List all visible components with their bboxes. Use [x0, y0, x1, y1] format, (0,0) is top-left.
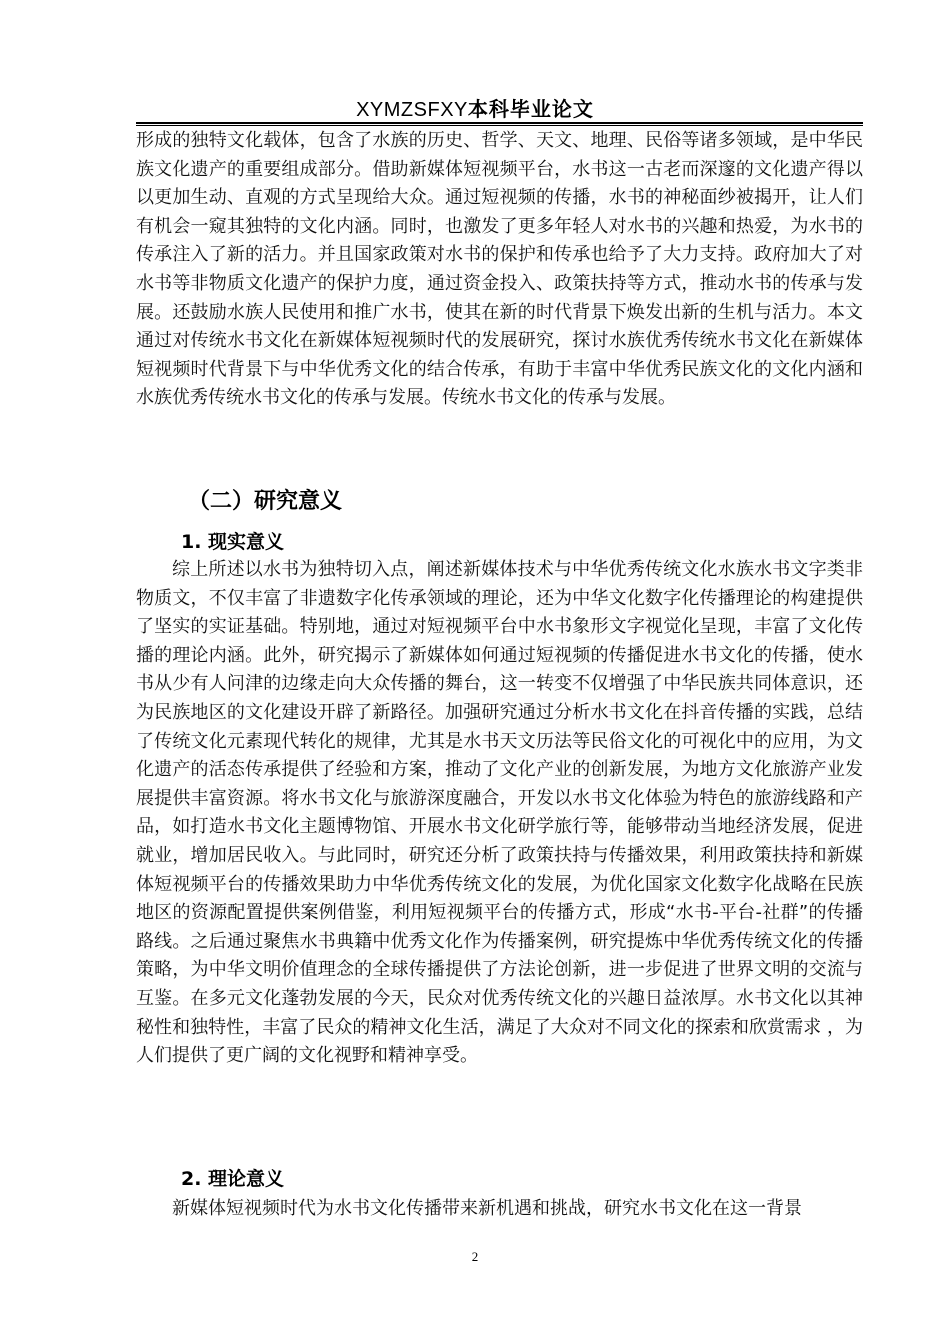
running-header — [0, 93, 950, 122]
header-school-code: XYMZSFXY — [356, 99, 468, 121]
paragraph-continued: 形成的独特文化载体，包含了水族的历史、哲学、天文、地理、民俗等诸多领域，是中华民族文化遗产的重要组成部分。借助新媒体短视频平台，水书这一古老而深邃的文化遗产得以以更加生动、直观的方式呈现给大众。通过短视频的传播，水书的神秘面纱被揭开，让人们有机会一窥其独特的文化内涵。同时，也激发了更多年轻人对水书的兴趣和热爱，为水书的传承注入了新的活力。并且国家政策对水书的保护和传承也给予了大力支持。政府加大了对水书等非物质文化遗产的保护力度，通过资金投入、政策扶持等方式，推动水书的传承与发展。还鼓励水族人民使用和推广水书，使其在新的时代背景下焕发出新的生机与活力。本文通过对传统水书文化在新媒体短视频时代的发展研究，探讨水族优秀传统水书文化在新媒体短视频时代背景下与中华优秀文化的结合传承，有助于丰富中华优秀民族文化的文化内涵和水族优秀传统水书文化的传承与发展。传统水书文化的传承与发展。 — [136, 130, 863, 409]
header-title: 本科毕业论文 — [467, 97, 594, 121]
subsection-heading-practical: 1. 现实意义 — [181, 531, 285, 553]
subsection-heading-theoretical: 2. 理论意义 — [181, 1168, 285, 1190]
header-rule-thick — [136, 122, 863, 124]
paragraph-practical-significance: 综上所述以水书为独特切入点，阐述新媒体技术与中华优秀传统文化水族水书文字类非物质文，不仅丰富了非遗数字化传承领域的理论，还为中华文化数字化传播理论的构建提供了坚实的实证基础。特别地，通过对短视频平台中水书象形文字视觉化呈现，丰富了文化传播的理论内涵。此外，研究揭示了新媒体如何通过短视频的传播促进水书文化的传播，使水书从少有人问津的边缘走向大众传播的舞台，这一转变不仅增强了中华民族共同体意识，还为民族地区的文化建设开辟了新路径。加强研究通过分析水书文化在抖音传播的实践，总结了传统文化元素现代转化的规律，尤其是水书天文历法等民俗文化的可视化中的应用，为文化遗产的活态传承提供了经验和方案，推动了文化产业的创新发展，为地方文化旅游产业发展提供丰富资源。将水书文化与旅游深度融合，开发以水书文化体验为特色的旅游线路和产品，如打造水书文化主题博物馆、开展水书文化研学旅行等，能够带动当地经济发展，促进就业，增加居民收入。与此同时，研究还分析了政策扶持与传播效果，利用政策扶持和新媒体短视频平台的传播效果助力中华优秀传统文化的发展，为优化国家文化数字化战略在民族地区的资源配置提供案例借鉴，利用短视频平台的传播方式，形成“水书-平台-社群”的传播路线。之后通过聚焦水书典籍中优秀文化作为传播案例，研究提炼中华优秀传统文化的传播策略，为中华文明价值理念的全球传播提供了方法论创新，进一步促进了世界文明的交流与互鉴。在多元文化蓬勃发展的今天，民众对优秀传统文化的兴趣日益浓厚。水书文化以其神秘性和独特性，丰富了民众的精神文化生活，满足了大众对不同文化的探索和欣赏需求 ，为人们提供了更广阔的文化视野和精神享受。 — [136, 559, 863, 1067]
section-heading-research-significance: （二）研究意义 — [188, 489, 343, 514]
page-number: 2 — [471, 1249, 479, 1264]
header-rule-thin — [136, 125, 863, 126]
paragraph-theoretical-significance: 新媒体短视频时代为水书文化传播带来新机遇和挑战，研究水书文化在这一背景 — [172, 1198, 802, 1219]
